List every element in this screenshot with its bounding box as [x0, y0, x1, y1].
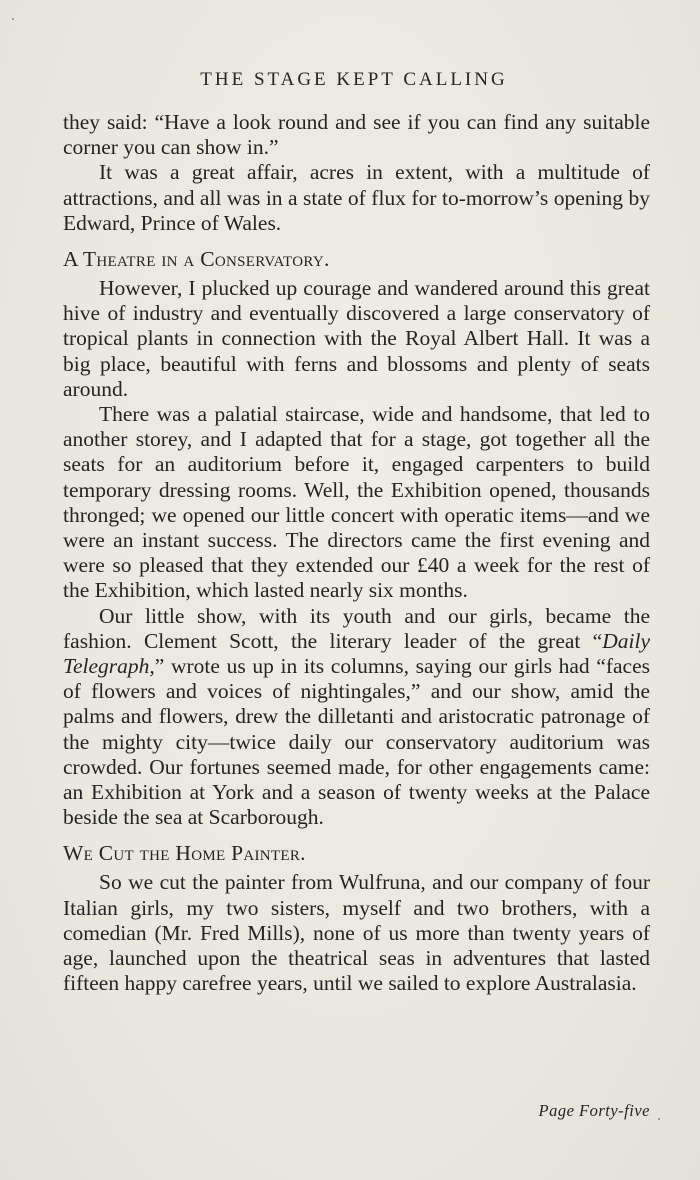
paragraph-text: Our little show, with its youth and our girls, became the fashion. Clement Scott, the literary leader of the great “ [63, 603, 650, 653]
page-number: Page Forty-five [538, 1101, 650, 1120]
paragraph-text: ” wrote us up in its columns, saying our girls had “faces of flowers and voices of nightingales,” and our show, amid the palms and flowers, drew the dilletanti and aristocratic patronage of the mighty city—twice daily our conservatory auditorium was crowded. Our fortunes seemed made, for other engagements came: an Exhibition at York and a season of twenty weeks at the Palace beside the sea at Scarborough. [63, 654, 650, 830]
paragraph: It was a great affair, acres in extent, with a multitude of attractions, and all was in a state of flux for to-morrow’s opening by Edward, Prince of Wales. [63, 160, 650, 235]
paper-speck [658, 1118, 660, 1120]
paragraph: However, I plucked up courage and wandered around this great hive of industry and eventually discovered a large conservatory of tropical plants in connection with the Royal Albert Hall. It was a big place, beautiful with ferns and blossoms and plenty of seats around. [63, 276, 650, 401]
paragraph: So we cut the painter from Wulfruna, and our company of four Italian girls, my two sisters, myself and two brothers, with a comedian (Mr. Fred Mills), none of us more than twenty years of age, launched upon the theatrical seas in adventures that lasted fifteen happy carefree years, until we sailed to explore Australasia. [63, 870, 650, 996]
paragraph: they said: “Have a look round and see if you can find any suitable corner you can show in.” [63, 110, 650, 160]
section-heading: A Theatre in a Conservatory. [63, 247, 330, 272]
newspaper-title: Daily Telegraph, [63, 628, 650, 679]
paper-speck [12, 18, 14, 20]
section-heading: We Cut the Home Painter. [63, 841, 306, 866]
body-text [63, 110, 650, 997]
running-head: THE STAGE KEPT CALLING [200, 69, 508, 90]
paragraph: There was a palatial staircase, wide and handsome, that led to another storey, and I adapted that for a stage, got together all the seats for an auditorium before it, engaged carpenters to build temporary dressing rooms. Well, the Exhibition opened, thousands thronged; we opened our little concert with operatic items—and we were an instant success. The directors came the first evening and were so pleased that they extended our £40 a week for the rest of the Exhibition, which lasted nearly six months. [63, 402, 650, 603]
paragraph [63, 604, 650, 831]
